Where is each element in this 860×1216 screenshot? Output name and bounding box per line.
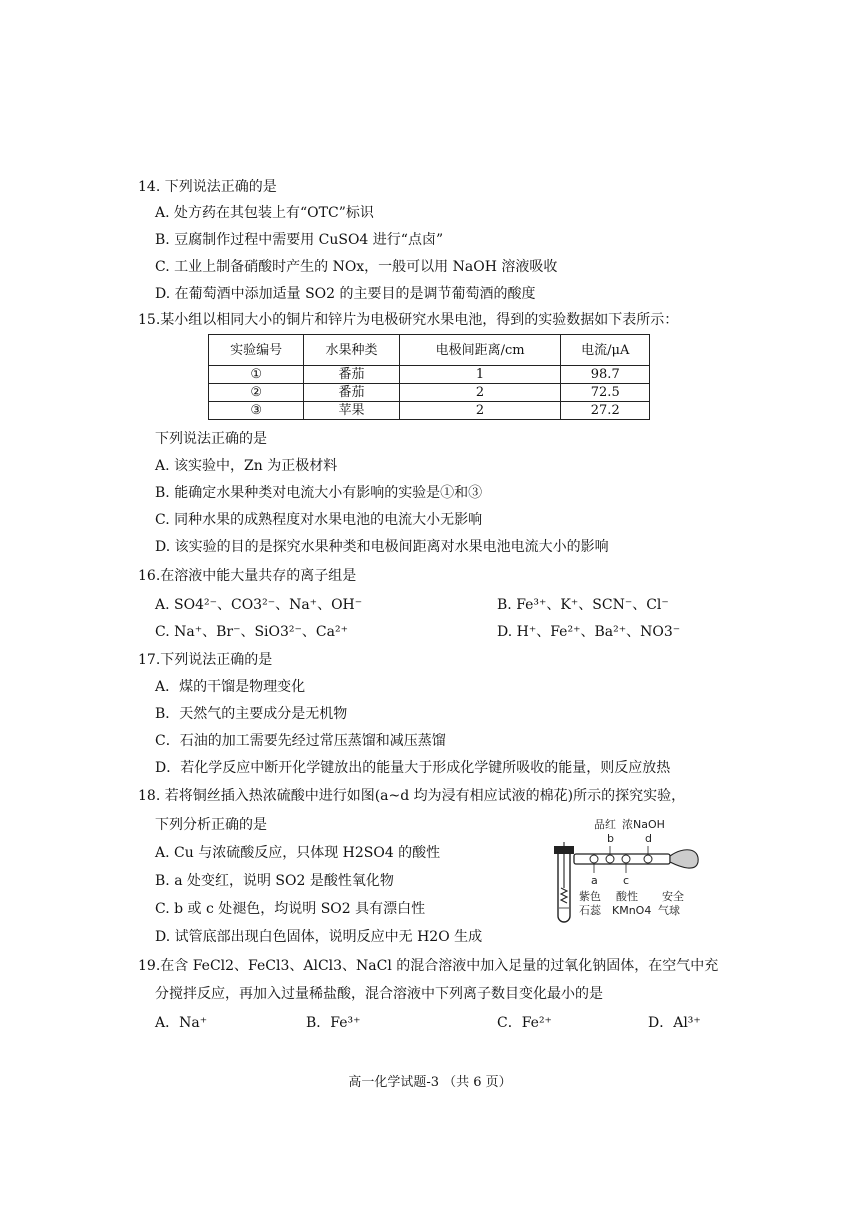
q15-option-a: A. 该实验中，Zn 为正极材料	[155, 458, 338, 474]
q18-option-a: A. Cu 与浓硫酸反应，只体现 H2SO4 的酸性	[155, 845, 441, 861]
table-header: 实验编号	[209, 335, 304, 366]
table-cell: ①	[209, 366, 304, 384]
q18-option-b: B. a 处变红，说明 SO2 是酸性氧化物	[155, 873, 394, 889]
table-cell: ②	[209, 384, 304, 402]
q18-option-c: C. b 或 c 处褪色，均说明 SO2 具有漂白性	[155, 901, 426, 917]
cotton-c	[622, 855, 630, 863]
table-cell: 苹果	[304, 402, 399, 420]
q17-option-d: D．若化学反应中断开化学键放出的能量大于形成化学键所吸收的能量，则反应放热	[155, 760, 671, 776]
q17-option-b: B．天然气的主要成分是无机物	[155, 706, 348, 722]
q15-stem: 15.某小组以相同大小的铜片和锌片为电极研究水果电池，得到的实验数据如下表所示：	[138, 312, 679, 328]
table-header-row	[209, 335, 650, 366]
q17-option-a: A．煤的干馏是物理变化	[155, 679, 306, 695]
cotton-b	[606, 855, 614, 863]
q14-option-b: B. 豆腐制作过程中需要用 CuSO4 进行“点卤”	[155, 232, 444, 248]
q19-option-c: C．Fe²⁺	[497, 1015, 552, 1031]
q15-option-d: D. 该实验的目的是探究水果种类和电极间距离对水果电池电流大小的影响	[155, 539, 609, 555]
table-header: 电流/μA	[561, 335, 650, 366]
table-cell: 2	[399, 402, 561, 420]
q14-option-c: C. 工业上制备硝酸时产生的 NOx，一般可以用 NaOH 溶液吸收	[155, 259, 558, 275]
table-cell: 2	[399, 384, 561, 402]
label-shirui: 石蕊	[579, 904, 601, 917]
label-anquan: 安全	[662, 890, 684, 903]
q19-option-a: A．Na⁺	[155, 1015, 208, 1031]
safety-balloon	[670, 850, 698, 868]
q19-stem-line1: 19.在含 FeCl2、FeCl3、AlCl3、NaCl 的混合溶液中加入足量的过氧化钠固体，在空气中充	[138, 958, 719, 974]
q17-stem: 17.下列说法正确的是	[138, 652, 273, 668]
label-kmno4: KMnO4	[612, 904, 652, 917]
q16-option-a: A. SO4²⁻、CO3²⁻、Na⁺、OH⁻	[155, 597, 363, 613]
cotton-a	[590, 855, 598, 863]
table-cell: ③	[209, 402, 304, 420]
q15-option-c: C. 同种水果的成熟程度对水果电池的电流大小无影响	[155, 512, 483, 528]
q15-option-b: B. 能确定水果种类对电流大小有影响的实验是①和③	[155, 485, 483, 501]
table-cell: 72.5	[561, 384, 650, 402]
table-cell: 番茄	[304, 366, 399, 384]
q16-option-b: B. Fe³⁺、K⁺、SCN⁻、Cl⁻	[497, 597, 669, 613]
table-row	[209, 402, 650, 420]
label-zise: 紫色	[579, 890, 601, 903]
label-qiqiu: 气球	[658, 904, 680, 917]
q14-option-a: A. 处方药在其包装上有“OTC”标识	[155, 205, 374, 221]
label-c: c	[623, 874, 630, 887]
q19-stem-line2: 分搅拌反应，再加入过量稀盐酸，混合溶液中下列离子数目变化最小的是	[155, 986, 603, 1002]
q15-prompt: 下列说法正确的是	[155, 431, 267, 447]
q15-data-table	[208, 334, 650, 420]
q16-stem: 16.在溶液中能大量共存的离子组是	[138, 568, 357, 584]
label-naoh: 浓NaOH	[622, 818, 665, 831]
q16-option-d: D. H⁺、Fe²⁺、Ba²⁺、NO3⁻	[497, 624, 681, 640]
table-cell: 98.7	[561, 366, 650, 384]
label-b: b	[607, 832, 614, 845]
table-header: 电极间距离/cm	[399, 335, 561, 366]
table-cell: 27.2	[561, 402, 650, 420]
label-suanxing: 酸性	[616, 890, 638, 903]
label-a: a	[591, 874, 598, 887]
table-row	[209, 366, 650, 384]
q18-option-d: D. 试管底部出现白色固体，说明反应中无 H2O 生成	[155, 929, 483, 945]
q18-stem-line1: 18. 若将铜丝插入热浓硫酸中进行如图(a~d 均为浸有相应试液的棉花)所示的探究实验，	[138, 788, 686, 804]
q14-option-d: D. 在葡萄酒中添加适量 SO2 的主要目的是调节葡萄酒的酸度	[155, 286, 536, 302]
q14-stem: 14. 下列说法正确的是	[138, 179, 277, 195]
q18-apparatus-figure	[550, 818, 710, 928]
cotton-d	[644, 855, 652, 863]
q18-stem-line2: 下列分析正确的是	[155, 817, 267, 833]
q19-option-b: B．Fe³⁺	[306, 1015, 361, 1031]
q16-option-c: C. Na⁺、Br⁻、SiO3²⁻、Ca²⁺	[155, 624, 348, 640]
label-d: d	[645, 832, 652, 845]
table-cell: 番茄	[304, 384, 399, 402]
table-row	[209, 384, 650, 402]
label-pinhong: 品红	[594, 818, 616, 831]
table-header: 水果种类	[304, 335, 399, 366]
page-footer: 高一化学试题-3 （共 6 页）	[348, 1075, 512, 1090]
q17-option-c: C．石油的加工需要先经过常压蒸馏和减压蒸馏	[155, 733, 446, 749]
q19-option-d: D．Al³⁺	[648, 1015, 701, 1031]
table-cell: 1	[399, 366, 561, 384]
